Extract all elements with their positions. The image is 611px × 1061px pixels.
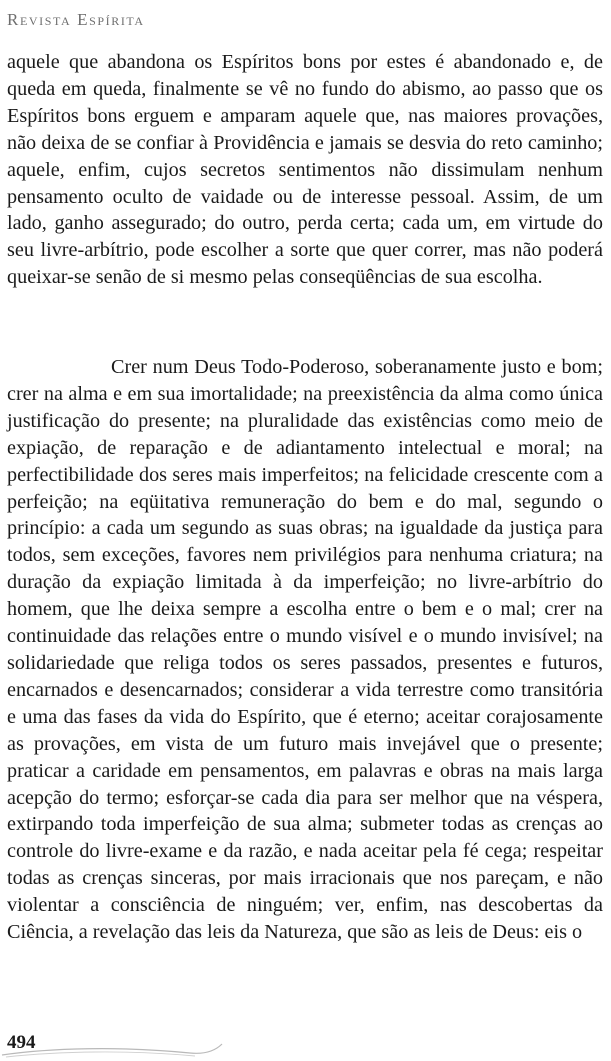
page-number: 494 (7, 1032, 36, 1053)
body-paragraph-beliefs: Crer num Deus Todo-Poderoso, soberanamente justo e bom; crer na alma e em sua imortalidade; na preexistência da alma como única justificação do presente; na pluralidade das existências como meio de expiação, de reparação e de adiantamento intelectual e moral; na perfectibilidade dos seres mais imperfeitos; na felicidade crescente com a perfeição; na eqüitativa remuneração do bem e do mal, segundo o princípio: a cada um segundo as suas obras; na igualdade da justiça para todos, sem exceções, favores nem privilégios para nenhuma criatura; na duração da expiação limitada à da imperfeição; no livre-arbítrio do homem, que lhe deixa sempre a escolha entre o bem e o mal; crer na continuidade das relações entre o mundo visível e o mundo invisível; na solidariedade que religa todos os seres passados, presentes e futuros, encarnados e desencarnados; considerar a vida terrestre como transitória e uma das fases da vida do Espírito, que é eterno; aceitar corajosamente as provações, em vista de um futuro mais invejável que o presente; praticar a caridade em pensamentos, em palavras e obras na mais larga acepção do termo; esforçar-se cada dia para ser melhor que na véspera, extirpando toda imperfeição de sua alma; submeter todas as crenças ao controle do livre-exame e da razão, e nada aceitar pela fé cega; respeitar todas as crenças sinceras, por mais irracionais que nos pareçam, e não violentar a consciência de ninguém; ver, enfim, nas descobertas da Ciência, a revelação das leis da Natureza, que são as leis de Deus: eis o (7, 356, 603, 944)
folio-swoosh-ornament (0, 1026, 240, 1061)
page-folio (0, 1026, 240, 1061)
body-paragraph-continuation: aquele que abandona os Espíritos bons por estes é abandonado e, de queda em queda, finalmente se vê no fundo do abismo, ao passo que os Espíritos bons erguem e amparam aquele que, nas maiores provações, não deixa de se confiar à Providência e jamais se desvia do reto caminho; aquele, enfim, cujos secretos sentimentos não dissimulam nenhum pensamento oculto de vaidade ou de interesse pessoal. Assim, de um lado, ganho assegurado; do outro, perda certa; cada um, em virtude do seu livre-arbítrio, pode escolher a sorte que quer correr, mas não poderá queixar-se senão de si mesmo pelas conseqüências de sua escolha. (7, 51, 603, 289)
running-header-title: Revista Espírita (7, 10, 145, 29)
